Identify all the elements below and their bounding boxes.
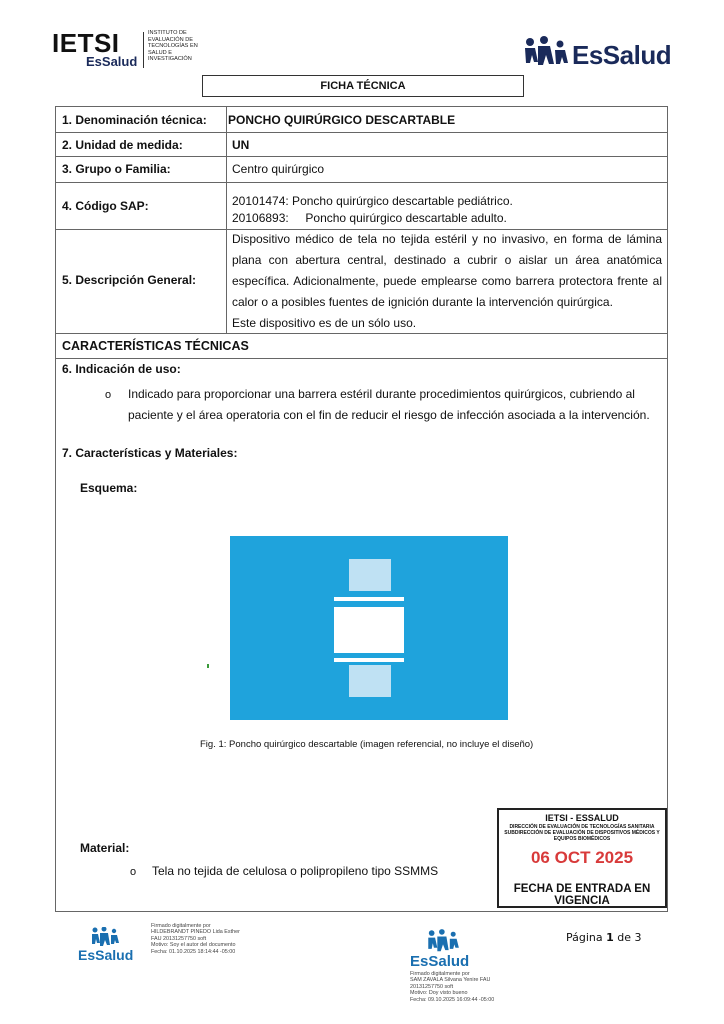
stamp-direction bbox=[499, 824, 665, 842]
descripcion-text: Dispositivo médico de tela no tejida estéril y no invasivo, en forma de lámina plana con abertura central, destinado a cubrir o aislar un área anatómica específica. Adicionalmente, puede emplearse como barrera protectora frente al calor o a posibles fuentes de ignición durante la intervención quirúrgica. bbox=[232, 232, 662, 309]
signature-line: Fecha: 09.10.2025 16:09:44 -05:00 bbox=[410, 996, 495, 1003]
stamp-direction-line: DIRECCIÓN DE EVALUACIÓN DE TECNOLOGÍAS SANITARIA bbox=[509, 824, 655, 830]
ietsi-institution-name: INSTITUTO DE EVALUACIÓN DE TECNOLOGÍAS EN SALUD E INVESTIGACIÓN bbox=[148, 30, 198, 63]
indication-text: Indicado para proporcionar una barrera estéril durante procedimientos quirúrgicos, cubriendo al paciente y el área operatoria con el fin de reducir el riesgo de infección asociada a la intervención. bbox=[128, 387, 650, 422]
value-descripcion bbox=[232, 229, 662, 334]
digital-signature-2 bbox=[410, 971, 530, 1003]
schema-label: Esquema: bbox=[80, 481, 138, 495]
label-descripcion: 5. Descripción General: bbox=[62, 273, 197, 287]
value-codigo-sap-1: 20101474: Poncho quirúrgico descartable pediátrico. bbox=[232, 194, 513, 208]
signature-line: Motivo: Soy el autor del documento bbox=[151, 942, 236, 949]
signature-line: SAM ZAVALA Silvana Yenire FAU bbox=[410, 977, 491, 984]
signature-line: Firmado digitalmente por bbox=[151, 923, 211, 929]
page-label: Página bbox=[566, 931, 603, 944]
value-denominacion: PONCHO QUIRÚRGICO DESCARTABLE bbox=[228, 113, 456, 127]
row-divider bbox=[55, 132, 668, 133]
signature-line: Motivo: Doy visto bueno bbox=[410, 990, 468, 997]
document-title: FICHA TÉCNICA bbox=[202, 75, 524, 97]
family-figures-icon bbox=[522, 36, 572, 72]
form-frame bbox=[55, 106, 668, 912]
scan-artifact bbox=[207, 664, 209, 668]
label-grupo: 3. Grupo o Familia: bbox=[62, 162, 171, 176]
footer-center-logo bbox=[410, 929, 480, 973]
tech-section-title: CARACTERÍSTICAS TÉCNICAS bbox=[62, 339, 249, 353]
stamp-date: 06 OCT 2025 bbox=[530, 848, 634, 867]
value-grupo: Centro quirúrgico bbox=[232, 162, 325, 176]
schema-lower-band bbox=[334, 658, 404, 662]
material-text: Tela no tejida de celulosa o polipropileno tipo SSMMS bbox=[152, 864, 439, 878]
ietsi-logo-essalud: EsSalud bbox=[86, 54, 138, 69]
column-divider bbox=[226, 106, 227, 333]
digital-signature-1 bbox=[151, 923, 271, 955]
signature-line: HILDEBRANDT PINEDO Lida Esther bbox=[151, 929, 240, 936]
figure-caption: Fig. 1: Poncho quirúrgico descartable (imagen referencial, no incluye el diseño) bbox=[200, 739, 534, 750]
material-label: Material: bbox=[80, 841, 130, 855]
stamp-title: IETSI - ESSALUD bbox=[545, 813, 619, 823]
label-unidad: 2. Unidad de medida: bbox=[62, 138, 183, 152]
validity-stamp bbox=[497, 808, 667, 908]
ietsi-logo-word: IETSI bbox=[52, 28, 120, 58]
label-codigo-sap: 4. Código SAP: bbox=[62, 199, 149, 213]
descripcion-extra: Este dispositivo es de un sólo uso. bbox=[232, 316, 417, 330]
indication-title: 6. Indicación de uso: bbox=[62, 362, 181, 376]
footer-left-logo bbox=[78, 927, 134, 967]
stamp-subdirection-line: SUBDIRECCIÓN DE EVALUACIÓN DE DISPOSITIVOS MÉDICOS Y EQUIPOS BIOMÉDICOS bbox=[504, 830, 660, 842]
footer-left-wordmark: EsSalud bbox=[78, 947, 134, 963]
row-divider bbox=[55, 156, 668, 157]
label-denominacion: 1. Denominación técnica: bbox=[62, 113, 207, 127]
signature-line: Firmado digitalmente por bbox=[410, 971, 470, 977]
page-of: de bbox=[617, 931, 632, 944]
stamp-caption: FECHA DE ENTRADA EN VIGENCIA bbox=[513, 883, 651, 907]
page-number bbox=[566, 931, 642, 944]
bullet-icon: o bbox=[130, 866, 137, 878]
ietsi-logo bbox=[52, 30, 197, 72]
essalud-logo bbox=[522, 36, 682, 72]
page-current: 1 bbox=[606, 931, 614, 944]
family-figures-icon bbox=[426, 929, 460, 953]
signature-line: Fecha: 01.10.2025 18:14:44 -05:00 bbox=[151, 948, 236, 955]
materials-title: 7. Características y Materiales: bbox=[62, 446, 238, 460]
family-figures-icon bbox=[90, 927, 120, 947]
schema-upper-band bbox=[334, 597, 404, 601]
value-unidad: UN bbox=[232, 138, 250, 152]
page-total: 3 bbox=[634, 931, 642, 944]
schema-central-opening bbox=[334, 607, 404, 653]
signature-line: FAU 20131257750 soft bbox=[151, 935, 207, 942]
bullet-icon: o bbox=[105, 389, 112, 401]
ietsi-logo-separator bbox=[143, 32, 144, 68]
value-codigo-sap-2: 20106893: Poncho quirúrgico descartable adulto. bbox=[232, 211, 507, 225]
schema-bottom-panel bbox=[349, 665, 391, 697]
footer-center-wordmark: EsSalud bbox=[410, 953, 470, 970]
schema-top-panel bbox=[349, 559, 391, 591]
essalud-wordmark: EsSalud bbox=[572, 40, 672, 70]
row-divider bbox=[55, 182, 668, 183]
row-divider bbox=[55, 358, 668, 359]
signature-line: 20131257750 soft bbox=[410, 983, 454, 990]
